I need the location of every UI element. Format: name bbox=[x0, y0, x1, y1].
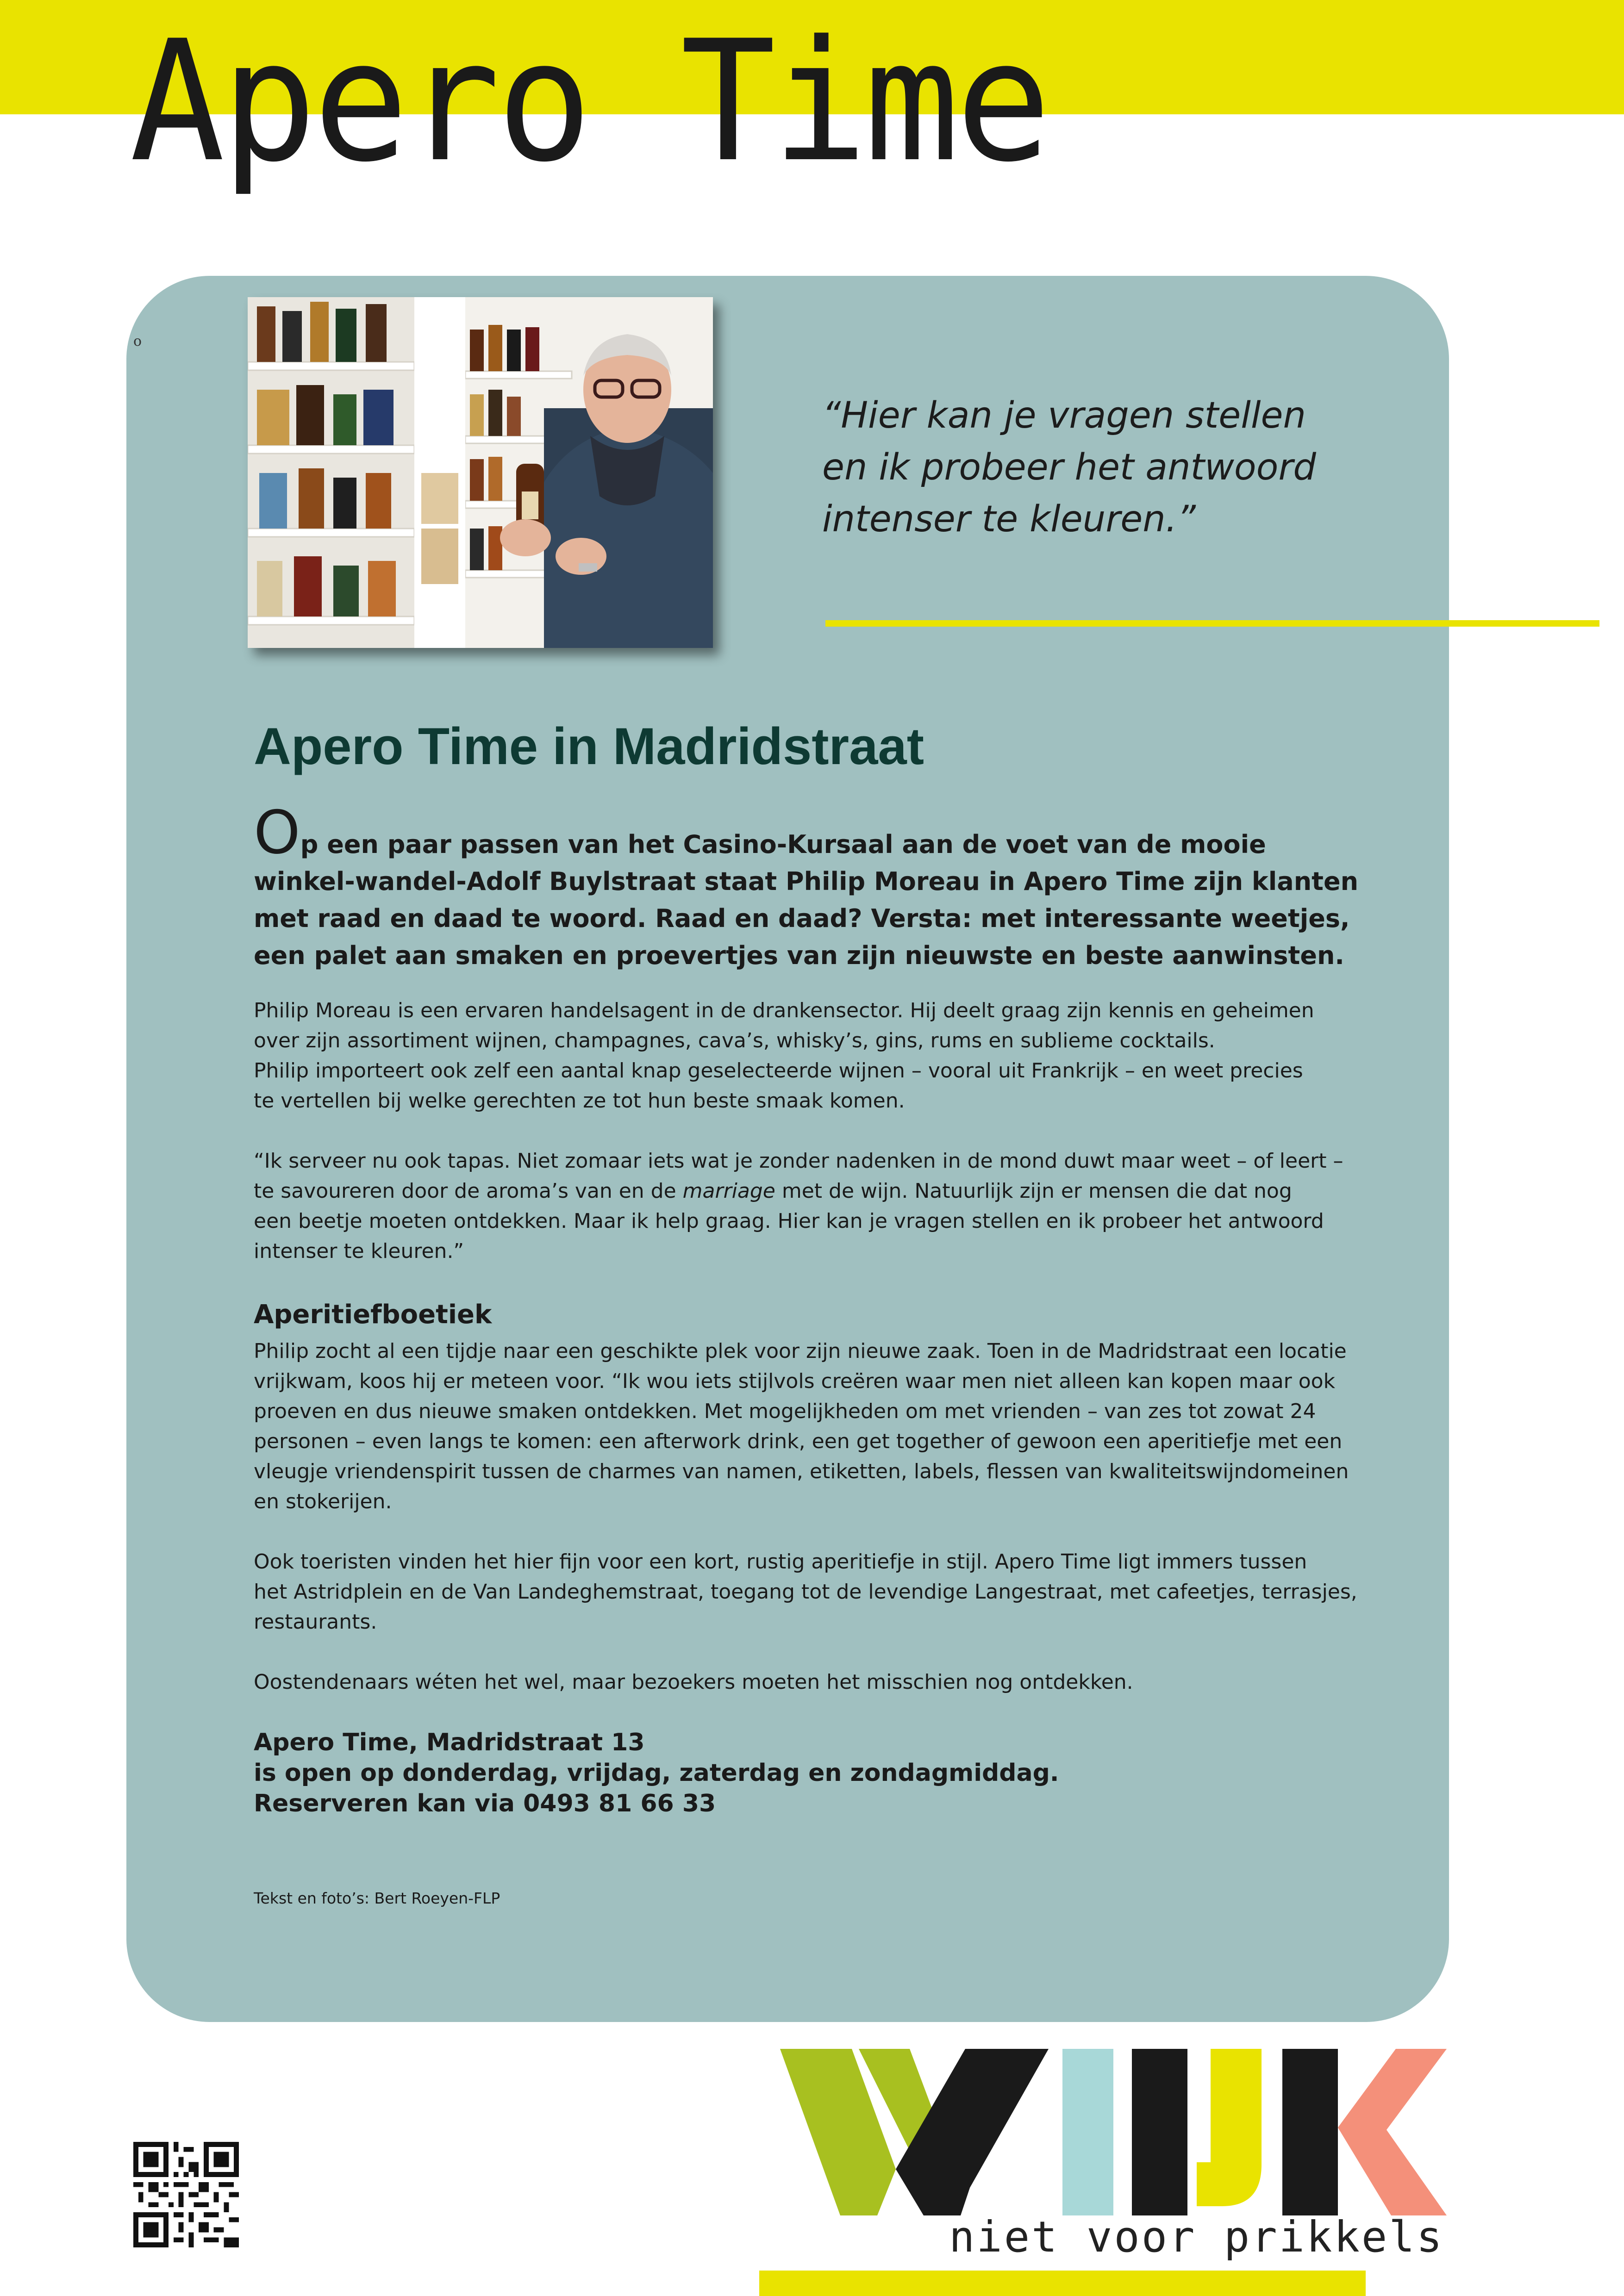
paragraph-2-start: “Ik serveer nu ook tapas. Niet zomaar iets wat je zonder nadenken in de mond duwt maar weet – of leert – te savoureren door de aroma’s van en de bbox=[254, 1149, 1343, 1203]
drop-cap: O bbox=[254, 798, 300, 867]
wijk-logo-mark bbox=[780, 2049, 1447, 2215]
section-subhead: Aperitiefboetiek bbox=[254, 1300, 492, 1330]
lead-paragraph bbox=[254, 798, 1374, 974]
paragraph-2-end: met de wijn. Natuurlijk zijn er mensen die dat nog een beetje moeten ontdekken. Maar ik help graag. Hier kan je vragen stellen en ik probeer het antwoord intenser te kleuren.” bbox=[254, 1179, 1324, 1263]
shop-photo-illustration bbox=[248, 297, 713, 648]
contact-info: Apero Time, Madridstraat 13 is open op donderdag, vrijdag, zaterdag en zondagmiddag. Reserveren kan via 0493 81 66 33 bbox=[254, 1729, 1059, 1817]
paragraph-2-emphasis: marriage bbox=[682, 1179, 775, 1203]
bottom-accent-bar bbox=[759, 2271, 1366, 2296]
side-marker: o bbox=[133, 333, 142, 349]
brand-tagline: niet voor prikkels bbox=[949, 2212, 1444, 2262]
quote-underline bbox=[825, 620, 1599, 627]
wijk-logo bbox=[780, 2049, 1447, 2215]
paragraph-2 bbox=[254, 1146, 1374, 1266]
pull-quote-text: “Hier kan je vragen stellen en ik probeer het antwoord intenser te kleuren.” bbox=[822, 395, 1316, 540]
shop-photo bbox=[248, 297, 713, 648]
paragraph-5: Oostendenaars wéten het wel, maar bezoekers moeten het misschien nog ontdekken. bbox=[254, 1670, 1133, 1694]
paragraph-1: Philip Moreau is een ervaren handelsagent in de drankensector. Hij deelt graag zijn kennis en geheimen over zijn assortiment wijnen, champagnes, cava’s, whisky’s, gins, rums en sublieme cocktails. Philip importeert ook zelf een aantal knap geselecteerde wijnen – vooral uit Frankrijk – en weet precies te vertellen bij welke gerechten ze tot hun beste smaak komen. bbox=[254, 999, 1314, 1113]
article-body bbox=[254, 798, 1374, 1909]
paragraph-4: Ook toeristen vinden het hier fijn voor een kort, rustig aperitiefje in stijl. Apero Time ligt immers tussen het Astridplein en de Van Landeghemstraat, toegang tot de levendige Langestraat, met cafeetjes, terrasjes, restaurants. bbox=[254, 1550, 1357, 1634]
qr-code-graphic bbox=[133, 2142, 239, 2247]
paragraph-3: Philip zocht al een tijdje naar een geschikte plek voor zijn nieuwe zaak. Toen in de Madridstraat een locatie vrijkwam, koos hij er meteen voor. “Ik wou iets stijlvols creëren waar men niet alleen kan kopen maar ook proeven en dus nieuwe smaken ontdekken. Met mogelijkheden om met vrienden – van zes tot zowat 24 personen – even langs te komen: een afterwork drink, een get together of gewoon een aperitiefje met een vleugje vriendenspirit tussen de charmes van namen, etiketten, labels, flessen van kwaliteitswijndomeinen en stokerijen. bbox=[254, 1339, 1349, 1513]
photo-credit: Tekst en foto’s: Bert Roeyen-FLP bbox=[254, 1889, 500, 1907]
pull-quote bbox=[822, 390, 1424, 545]
page-title: Apero Time bbox=[130, 5, 1048, 199]
qr-code-icon[interactable] bbox=[133, 2142, 239, 2247]
lead-text: p een paar passen van het Casino-Kursaal aan de voet van de mooie winkel-wandel-Adolf Buylstraat staat Philip Moreau in Apero Time zijn klanten met raad en daad te woord. Raad en daad? Versta: met interessante weetjes, een palet aan smaken en proevertjes van zijn nieuwste en beste aanwinsten. bbox=[254, 830, 1359, 970]
article-headline: Apero Time in Madridstraat bbox=[254, 717, 924, 775]
